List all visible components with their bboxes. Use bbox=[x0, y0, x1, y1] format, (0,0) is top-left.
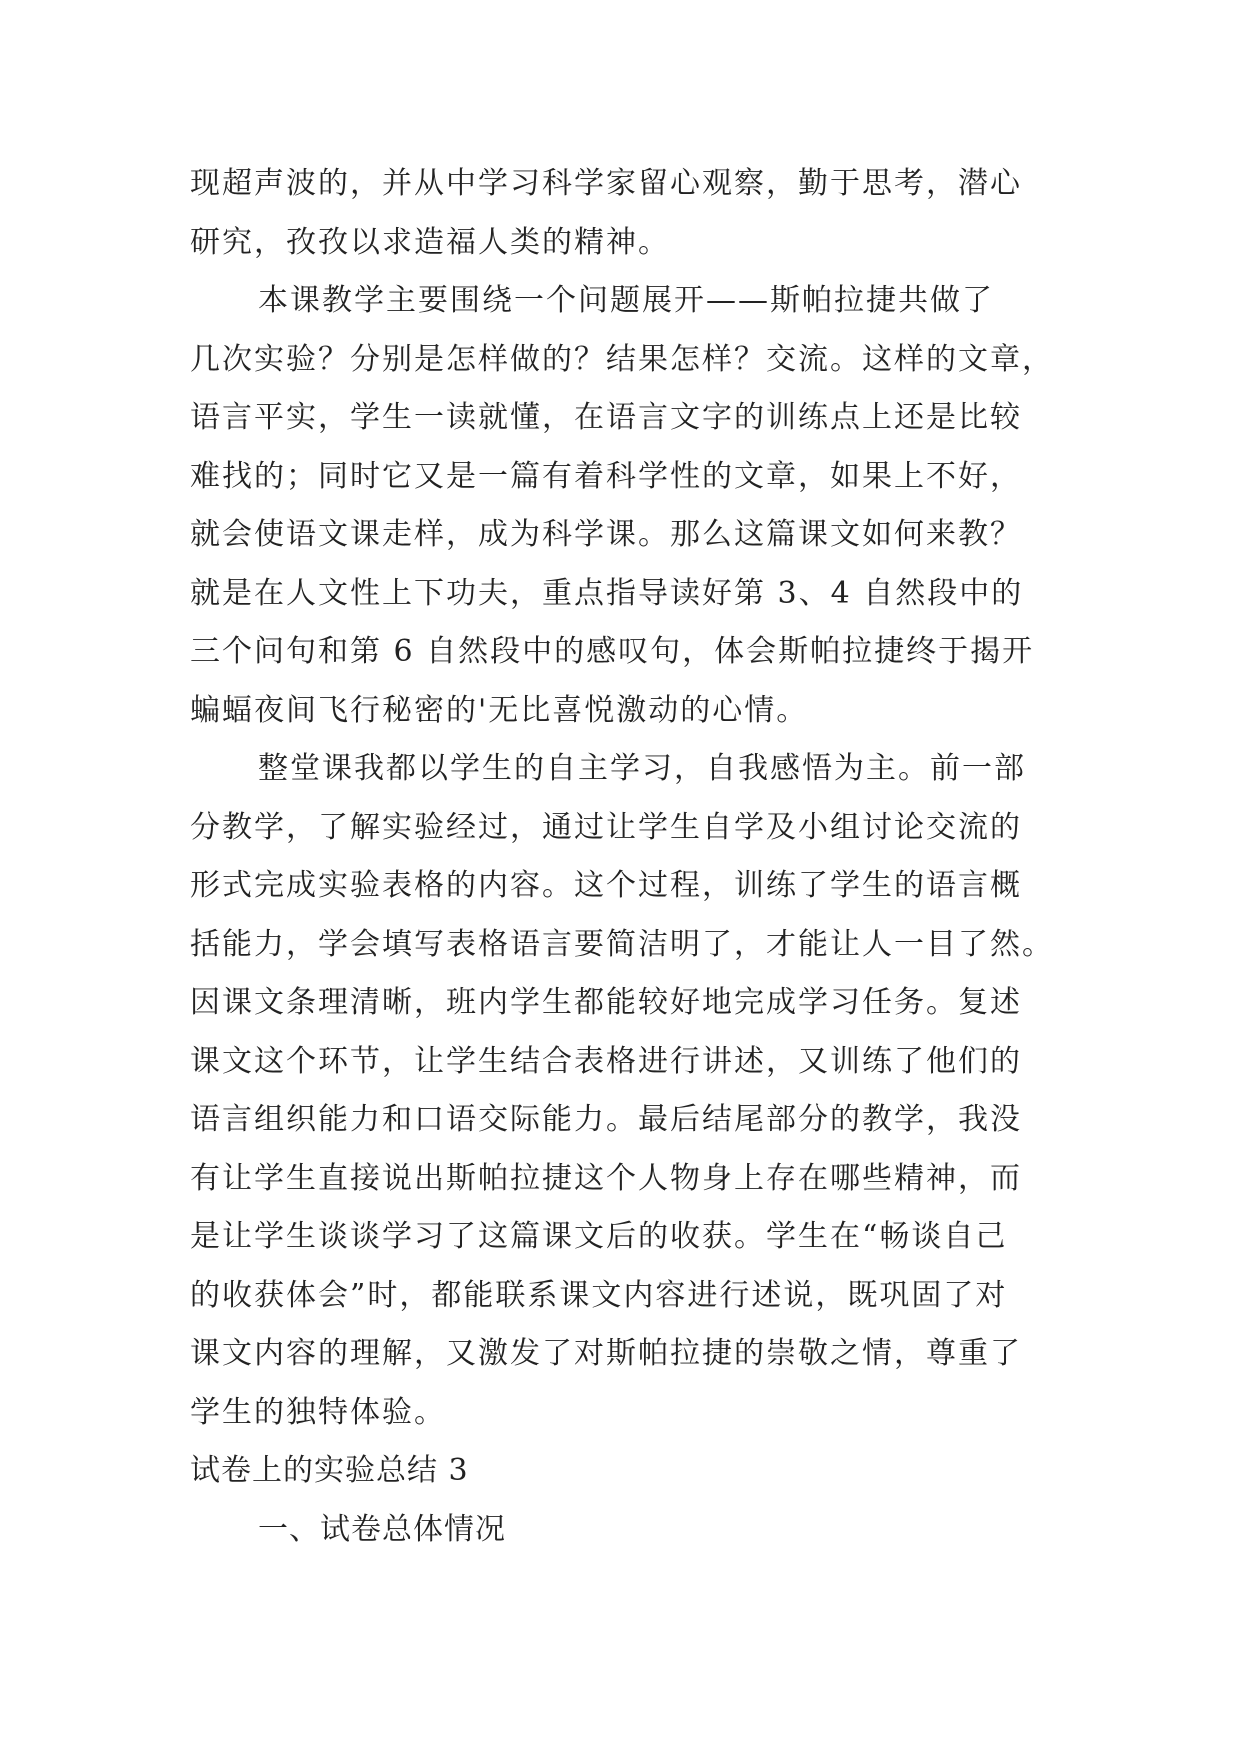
text-line: 蝙蝠夜间飞行秘密的'无比喜悦激动的心情。 bbox=[190, 692, 809, 728]
text-line: 就是在人文性上下功夫，重点指导读好第 3、4 自然段中的 bbox=[190, 575, 1024, 611]
text-line: 因课文条理清晰，班内学生都能较好地完成学习任务。复述 bbox=[190, 985, 1022, 1020]
text-line: 学生的独特体验。 bbox=[190, 1394, 446, 1430]
text-line: 几次实验？分别是怎样做的？结果怎样？交流。这样的文章， bbox=[190, 341, 1054, 377]
text-line: 是让学生谈谈学习了这篇课文后的收获。学生在“畅谈自己 bbox=[190, 1219, 1008, 1254]
text-line: 课文这个环节，让学生结合表格进行讲述，又训练了他们的 bbox=[190, 1043, 1022, 1079]
paragraph-start-line: 本课教学主要围绕一个问题展开——斯帕拉捷共做了 bbox=[258, 283, 994, 318]
text-line: 三个问句和第 6 自然段中的感叹句，体会斯帕拉捷终于揭开 bbox=[190, 634, 1035, 669]
text-line: 课文内容的理解，又激发了对斯帕拉捷的崇敬之情，尊重了 bbox=[190, 1336, 1022, 1371]
text-line: 有让学生直接说出斯帕拉捷这个人物身上存在哪些精神，而 bbox=[190, 1160, 1022, 1196]
section-title: 试卷上的实验总结 3 bbox=[190, 1453, 469, 1488]
text-line: 就会使语文课走样，成为科学课。那么这篇课文如何来教？ bbox=[190, 517, 1022, 552]
text-line: 难找的；同时它又是一篇有着科学性的文章，如果上不好， bbox=[190, 458, 1022, 494]
text-line: 括能力，学会填写表格语言要简洁明了，才能让人一目了然。 bbox=[190, 926, 1054, 962]
text-line: 研究，孜孜以求造福人类的精神。 bbox=[190, 224, 670, 260]
document-body bbox=[190, 155, 1054, 1559]
text-line: 分教学，了解实验经过，通过让学生自学及小组讨论交流的 bbox=[190, 809, 1022, 845]
text-line: 的收获体会”时，都能联系课文内容进行述说，既巩固了对 bbox=[190, 1277, 1008, 1313]
text-line: 语言平实，学生一读就懂，在语言文字的训练点上还是比较 bbox=[190, 400, 1022, 435]
text-line: 现超声波的，并从中学习科学家留心观察，勤于思考，潜心 bbox=[190, 166, 1022, 201]
subsection-title: 一、试卷总体情况 bbox=[258, 1511, 506, 1547]
paragraph-start-line: 整堂课我都以学生的自主学习，自我感悟为主。前一部 bbox=[258, 751, 1026, 786]
text-line: 语言组织能力和口语交际能力。最后结尾部分的教学，我没 bbox=[190, 1102, 1022, 1137]
text-line: 形式完成实验表格的内容。这个过程，训练了学生的语言概 bbox=[190, 868, 1022, 903]
